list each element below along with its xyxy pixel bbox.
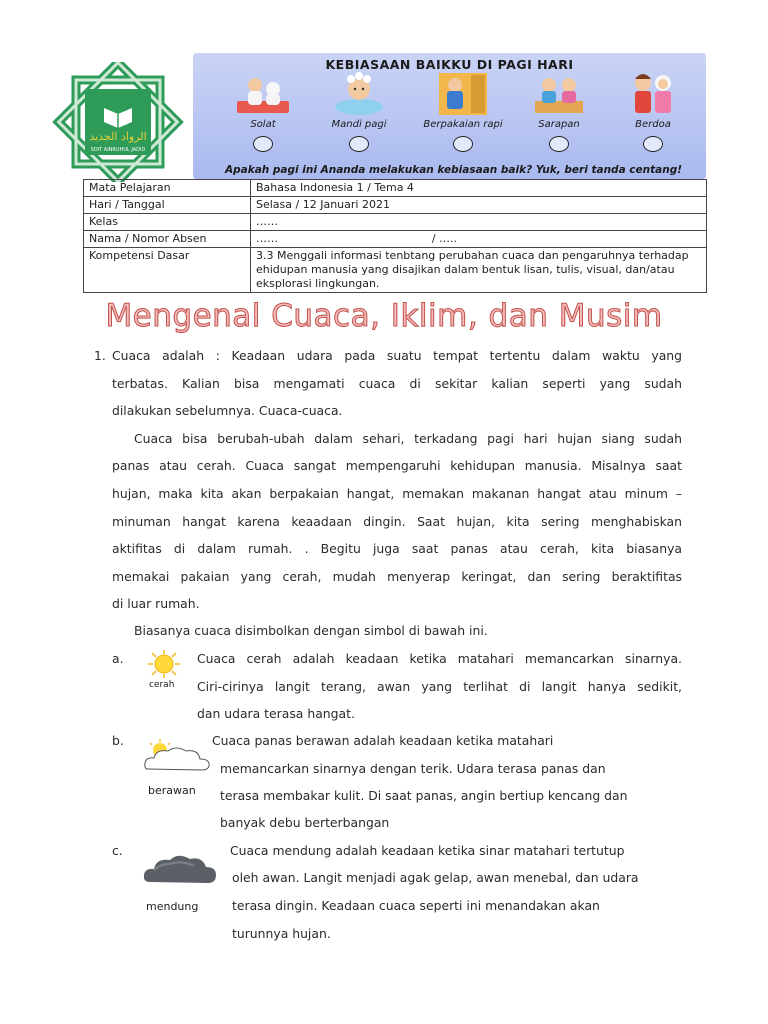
sun-cloud-icon: [142, 737, 214, 778]
paragraph-line: Biasanya cuaca disimbolkan dengan simbol di bawah ini.: [134, 623, 488, 638]
list-letter: a.: [112, 651, 124, 666]
paragraph-line: minuman hangat karena keaadaan dingin. Saat hujan, kita sering menghabiskan: [112, 514, 682, 529]
paragraph-line: Cuaca cerah adalah keadaan ketika matahari memancarkan sinarnya.: [197, 651, 682, 666]
paragraph-line: Cuaca mendung adalah keadaan ketika sinar matahari tertutup: [230, 843, 625, 858]
table-key: Hari / Tanggal: [84, 197, 251, 214]
paragraph-line: terasa membakar kulit. Di saat panas, angin bertiup kencang dan: [220, 788, 628, 803]
table-key: Mata Pelajaran: [84, 180, 251, 197]
banner-question: Apakah pagi ini Ananda melakukan kebiasaan baik? Yuk, beri tanda centang!: [224, 164, 683, 176]
paragraph-line: Cuaca panas berawan adalah keadaan ketika matahari: [212, 733, 554, 748]
paragraph-line: panas atau cerah. Cuaca sangat mempengaruhi kehidupan manusia. Misalnya saat: [112, 458, 682, 473]
table-key: Nama / Nomor Absen: [84, 231, 251, 248]
list-letter: b.: [112, 733, 124, 748]
paragraph-line: memakai pakaian yang cerah, mudah menyerap keringat, dan sering beraktifitas: [112, 569, 682, 584]
table-value: Selasa / 12 Januari 2021: [251, 197, 707, 214]
habit-label: Berpakaian rapi: [423, 119, 503, 130]
paragraph-line: oleh awan. Langit menjadi agak gelap, awan menebal, dan udara: [232, 870, 639, 885]
paragraph-line: banyak debu berterbangan: [220, 815, 390, 830]
habit-label: Mandi pagi: [331, 119, 387, 130]
list-letter: c.: [112, 843, 123, 858]
table-key: Kompetensi Dasar: [84, 248, 251, 293]
habit-label: Solat: [250, 119, 276, 130]
paragraph-line: terasa dingin. Keadaan cuaca seperti ini menandakan akan: [232, 898, 600, 913]
paragraph-line: Ciri-cirinya langit terang, awan yang terlihat di langit hanya sedikit,: [197, 679, 682, 694]
table-value[interactable]: …… / …..: [251, 231, 707, 248]
paragraph-line: terbatas. Kalian bisa mengamati cuaca di sekitar kalian seperti yang sudah: [112, 376, 682, 391]
paragraph-line: turunnya hujan.: [232, 926, 331, 941]
weather-icon-label: berawan: [148, 784, 196, 797]
weather-icon-label: cerah: [149, 680, 175, 690]
table-value: 3.3 Menggali informasi tenbtang perubahan cuaca dan pengaruhnya terhadap ehidupan manusia yang disajikan dalam bentuk lisan, tulis, visual, dan/atau eksplorasi lingkungan.: [251, 248, 707, 293]
paragraph-line: di luar rumah.: [112, 596, 200, 611]
paragraph-line: aktifitas di dalam rumah. . Begitu juga saat panas atau cerah, kita biasanya: [112, 541, 682, 556]
sun-icon: [140, 648, 188, 683]
dark-cloud-icon: [142, 848, 218, 891]
table-value: Bahasa Indonesia 1 / Tema 4: [251, 180, 707, 197]
logo-caption: SDIT AINRUHUL JADID: [90, 147, 146, 153]
banner-title: KEBIASAAN BAIKKU DI PAGI HARI: [325, 57, 574, 72]
paragraph-line: Cuaca bisa berubah-ubah dalam sehari, terkadang pagi hari hujan siang sudah: [134, 431, 682, 446]
weather-icon-label: mendung: [146, 900, 199, 913]
page-title: Mengenal Cuaca, Iklim, dan Musim: [105, 298, 663, 334]
paragraph-line: dilakukan sebelumnya. Cuaca-cuaca.: [112, 403, 343, 418]
habit-label: Berdoa: [635, 119, 671, 130]
table-key: Kelas: [84, 214, 251, 231]
item-number: 1.: [94, 348, 106, 363]
table-value[interactable]: ……: [251, 214, 707, 231]
paragraph-line: hujan, maka kita akan berpakaian hangat, memakan makanan hangat atau minum –: [112, 486, 682, 501]
paragraph-line: memancarkan sinarnya dengan terik. Udara terasa panas dan: [220, 761, 606, 776]
habit-label: Sarapan: [538, 119, 580, 130]
paragraph-line: Cuaca adalah : Keadaan udara pada suatu tempat tertentu dalam waktu yang: [112, 348, 682, 363]
svg-text:الرواد الجديد: الرواد الجديد: [89, 130, 147, 143]
paragraph-line: dan udara terasa hangat.: [197, 706, 355, 721]
